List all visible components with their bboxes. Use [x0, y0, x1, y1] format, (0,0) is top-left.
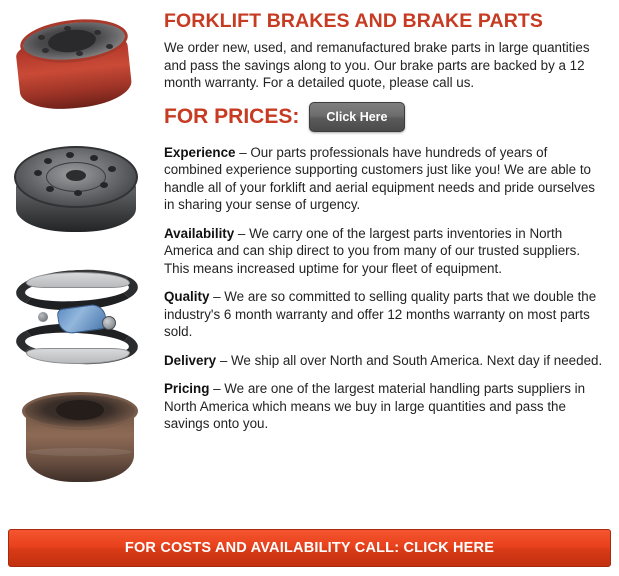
- bolt-hole: [46, 186, 54, 192]
- feature-term: Experience: [164, 144, 236, 160]
- call-to-action-bar[interactable]: [8, 529, 611, 567]
- bronze-brake-drum-photo: [4, 380, 156, 500]
- drum-highlight-band: [28, 448, 132, 456]
- feature-quality: [164, 288, 607, 341]
- product-image-column: [0, 4, 158, 502]
- feature-separator: –: [234, 225, 250, 241]
- feature-text: We ship all over North and South America. Next day if needed.: [231, 352, 603, 368]
- feature-term: Quality: [164, 289, 210, 304]
- intro-paragraph: We order new, used, and remanufactured brake parts in large quantities and pass the savings along to you. Our brake parts are backed by a 12 month warranty. For a detailed quote, please call us.: [164, 40, 590, 90]
- bronze-brake-drum-graphic: [22, 388, 138, 492]
- lug-hole: [106, 44, 113, 49]
- bolt-hole: [74, 190, 82, 196]
- page-title: FORKLIFT BRAKES AND BRAKE PARTS: [164, 10, 544, 32]
- grey-brake-drum-photo: [4, 136, 156, 258]
- lug-hole: [64, 26, 71, 31]
- feature-separator: –: [209, 289, 225, 304]
- feature-separator: –: [209, 381, 225, 396]
- call-to-action-label: FOR COSTS AND AVAILABILITY CALL: CLICK HERE: [124, 540, 495, 556]
- feature-text: Our parts professionals have hundreds of years of combined experience supporting customers just like you! We are able to handle all of your forklift and aerial equipment needs and pride ourselves in sharing your sense of urgency.: [164, 144, 595, 212]
- feature-term: Availability: [164, 225, 235, 241]
- feature-term: Delivery: [164, 352, 217, 368]
- grey-brake-drum-graphic: [14, 146, 140, 246]
- feature-separator: –: [235, 144, 251, 160]
- click-here-button[interactable]: Click Here: [309, 102, 404, 132]
- feature-delivery: [164, 352, 607, 370]
- drum-bore: [66, 170, 86, 181]
- shoe-lining-upper: [26, 272, 130, 288]
- for-prices-label: FOR PRICES:: [164, 104, 300, 128]
- bolt-hole: [44, 158, 52, 164]
- red-brake-drum-graphic: [18, 18, 132, 116]
- brake-shoes-graphic: [10, 266, 150, 372]
- drum-bore: [56, 400, 104, 420]
- lug-hole: [76, 51, 83, 56]
- lug-hole: [38, 35, 45, 40]
- feature-separator: –: [216, 352, 232, 368]
- feature-availability: [164, 225, 607, 278]
- bolt-hole: [34, 170, 42, 176]
- feature-term: Pricing: [164, 381, 210, 396]
- bolt-hole: [108, 166, 116, 172]
- anchor-pin: [38, 312, 48, 322]
- bolt-hole: [66, 152, 74, 158]
- lug-hole: [94, 30, 101, 35]
- bolt-hole: [90, 155, 98, 161]
- text-column: [158, 4, 619, 502]
- feature-experience: [164, 144, 607, 214]
- adjuster-pin: [102, 316, 116, 330]
- feature-pricing: [164, 380, 607, 433]
- feature-text: We carry one of the largest parts inventories in North America and can ship direct to you from many of our trusted suppliers. This means increased uptime for your fleet of equipment.: [164, 225, 581, 276]
- lug-hole: [42, 48, 49, 53]
- brake-shoes-photo: [4, 260, 156, 378]
- feature-text: We are so committed to selling quality parts that we double the industry's 6 month warranty and offer 12 months warranty on most parts sold.: [164, 289, 597, 339]
- feature-text: We are one of the largest material handling parts suppliers in North America which means we buy in large quantities and pass the savings onto you.: [164, 381, 586, 431]
- bolt-hole: [100, 182, 108, 188]
- red-brake-drum-photo: [4, 6, 156, 134]
- for-prices-row: [164, 102, 607, 132]
